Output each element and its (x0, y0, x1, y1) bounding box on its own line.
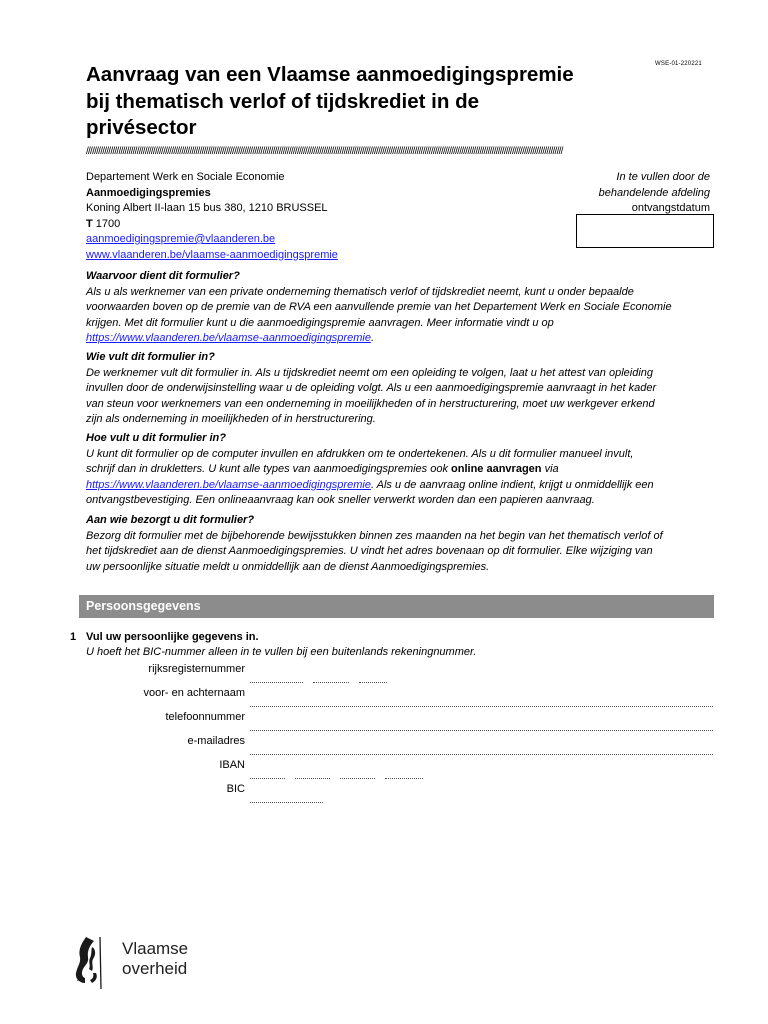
phone-input[interactable] (250, 730, 713, 731)
logo-line: overheid (122, 959, 188, 978)
field-label-bic: BIC (226, 783, 245, 795)
section-text: via (541, 463, 559, 475)
name-input[interactable] (250, 706, 713, 707)
title-line: privésector (86, 116, 197, 139)
street-address: Koning Albert II-laan 15 bus 380, 1210 BRUSSEL (86, 202, 328, 214)
section-text: Bezorg dit formulier met de bijbehorende bewijsstukken binnen zes maanden na het begin van het thematisch verlof of (86, 529, 663, 542)
section-text: uw persoonlijke situatie meldt u onmiddellijk aan de dienst Aanmoedigingspremies. (86, 560, 490, 573)
question-hint: U hoeft het BIC-nummer alleen in te vullen bij een buitenlands rekeningnummer. (86, 646, 477, 658)
office-use-line: behandelende afdeling (598, 186, 710, 199)
receipt-date-label: ontvangstdatum (631, 202, 710, 214)
online-emphasis: online aanvragen (451, 463, 542, 475)
question-number: 1 (70, 631, 77, 643)
title-line: bij thematisch verlof of tijdskrediet in de (86, 89, 479, 113)
section-text: U kunt dit formulier op de computer invullen en afdrukken om te ondertekenen. Als u dit formulier manueel invult, (86, 447, 634, 460)
section-text: van steun voor werknemers van een onderneming in moeilijkheden of in herstructurering, moet uw werkgever erkend (86, 397, 655, 410)
email-link[interactable]: aanmoedigingspremie@vlaanderen.be (86, 233, 276, 245)
section-heading: Waarvoor dient dit formulier? (86, 270, 240, 282)
rijksregisternummer-input-part[interactable] (359, 682, 387, 683)
section-heading: Hoe vult u dit formulier in? (86, 432, 226, 444)
section-heading: Aan wie bezorgt u dit formulier? (86, 514, 255, 526)
section-hoe (86, 431, 711, 509)
office-use-line: In te vullen door de (616, 171, 710, 183)
section-text: zijn als onderneming in moeilijkheden of in herstructurering. (86, 413, 376, 425)
section-wie (86, 350, 711, 428)
section-text: invullen door de onderwijsinstelling waar u de opleiding volgt. Als u een aanmoedigingspremie aanvraagt in het kader (86, 382, 657, 394)
logo-line: Vlaamse (122, 939, 189, 958)
receipt-date-box[interactable] (576, 214, 714, 248)
logo-text (122, 939, 188, 979)
title-line: Aanvraag van een Vlaamse aanmoedigingspremie (86, 63, 574, 86)
section-text: het tijdskrediet aan de dienst Aanmoedigingspremies. U vindt het adres bovenaan op dit formulier. Elke wijziging van (86, 545, 653, 557)
field-label-iban: IBAN (219, 759, 245, 771)
field-label-rijksregisternummer: rijksregisternummer (148, 663, 245, 675)
section-text: . (370, 332, 374, 344)
field-label-naam: voor- en achternaam (143, 687, 245, 699)
question-text: Vul uw persoonlijke gegevens in. (86, 631, 259, 643)
email-input[interactable] (250, 754, 713, 755)
info-link[interactable]: https://www.vlaanderen.be/vlaamse-aanmoedigingspremie (86, 332, 371, 344)
iban-input-part[interactable] (385, 778, 423, 779)
rijksregisternummer-input-part[interactable] (313, 682, 349, 683)
section-text: Als u als werknemer van een private onderneming thematisch verlof of tijdskrediet neemt, kunt u onder bepaalde (86, 285, 634, 298)
office-use-block (560, 170, 710, 217)
phone-number: 1700 (95, 217, 121, 230)
lion-icon (72, 933, 120, 991)
website-link[interactable]: www.vlaanderen.be/vlaamse-aanmoedigingspremie (86, 248, 338, 261)
section-heading: Wie vult dit formulier in? (86, 351, 215, 363)
section-waarvoor (86, 269, 711, 347)
division-name: Aanmoedigingspremies (86, 186, 211, 199)
section-text: ontvangstbevestiging. Een onlineaanvraag kan ook sneller verwerkt worden dan een papieren aanvraag. (86, 494, 595, 506)
section-text: krijgen. Met dit formulier kunt u die aanmoedigingspremie aanvragen. Meer informatie vindt u op (86, 316, 554, 329)
document-code: WSE-01-220221 (655, 61, 702, 67)
section-band (79, 595, 714, 618)
section-text: voorwaarden boven op de premie van de RVA een aanvullende premie van het Departement Werk en Sociale Economie (86, 301, 672, 313)
field-label-email: e-mailadres (187, 735, 245, 747)
iban-input-part[interactable] (250, 778, 285, 779)
section-aanwie (86, 513, 711, 575)
sender-address (86, 170, 446, 263)
phone-label: T (86, 217, 93, 230)
department-name: Departement Werk en Sociale Economie (86, 171, 285, 183)
iban-input-part[interactable] (295, 778, 330, 779)
section-text: De werknemer vult dit formulier in. Als u tijdskrediet neemt om een opleiding te volgen, laat u het attest van opleiding (86, 366, 654, 379)
iban-input-part[interactable] (340, 778, 375, 779)
bic-input[interactable] (250, 802, 323, 803)
section-text: schrijf dan in drukletters. U kunt alle types van aanmoedigingspremies ook (86, 463, 452, 475)
page-title (86, 62, 586, 142)
title-divider: /////////////////////////////////////////////////////////////////////////////////////////////////////////////////////////////////////////////////////////////////////////////////////////////////////////////////////////////////////////// (86, 146, 563, 157)
field-label-telefoon: telefoonnummer (165, 711, 245, 723)
online-apply-link[interactable]: https://www.vlaanderen.be/vlaamse-aanmoedigingspremie (86, 478, 371, 491)
section-text: . Als u de aanvraag online indient, krijgt u onmiddellijk een (370, 478, 654, 491)
phone-line (86, 217, 446, 233)
rijksregisternummer-input-part[interactable] (250, 682, 303, 683)
section-band-title: Persoonsgegevens (86, 599, 201, 613)
